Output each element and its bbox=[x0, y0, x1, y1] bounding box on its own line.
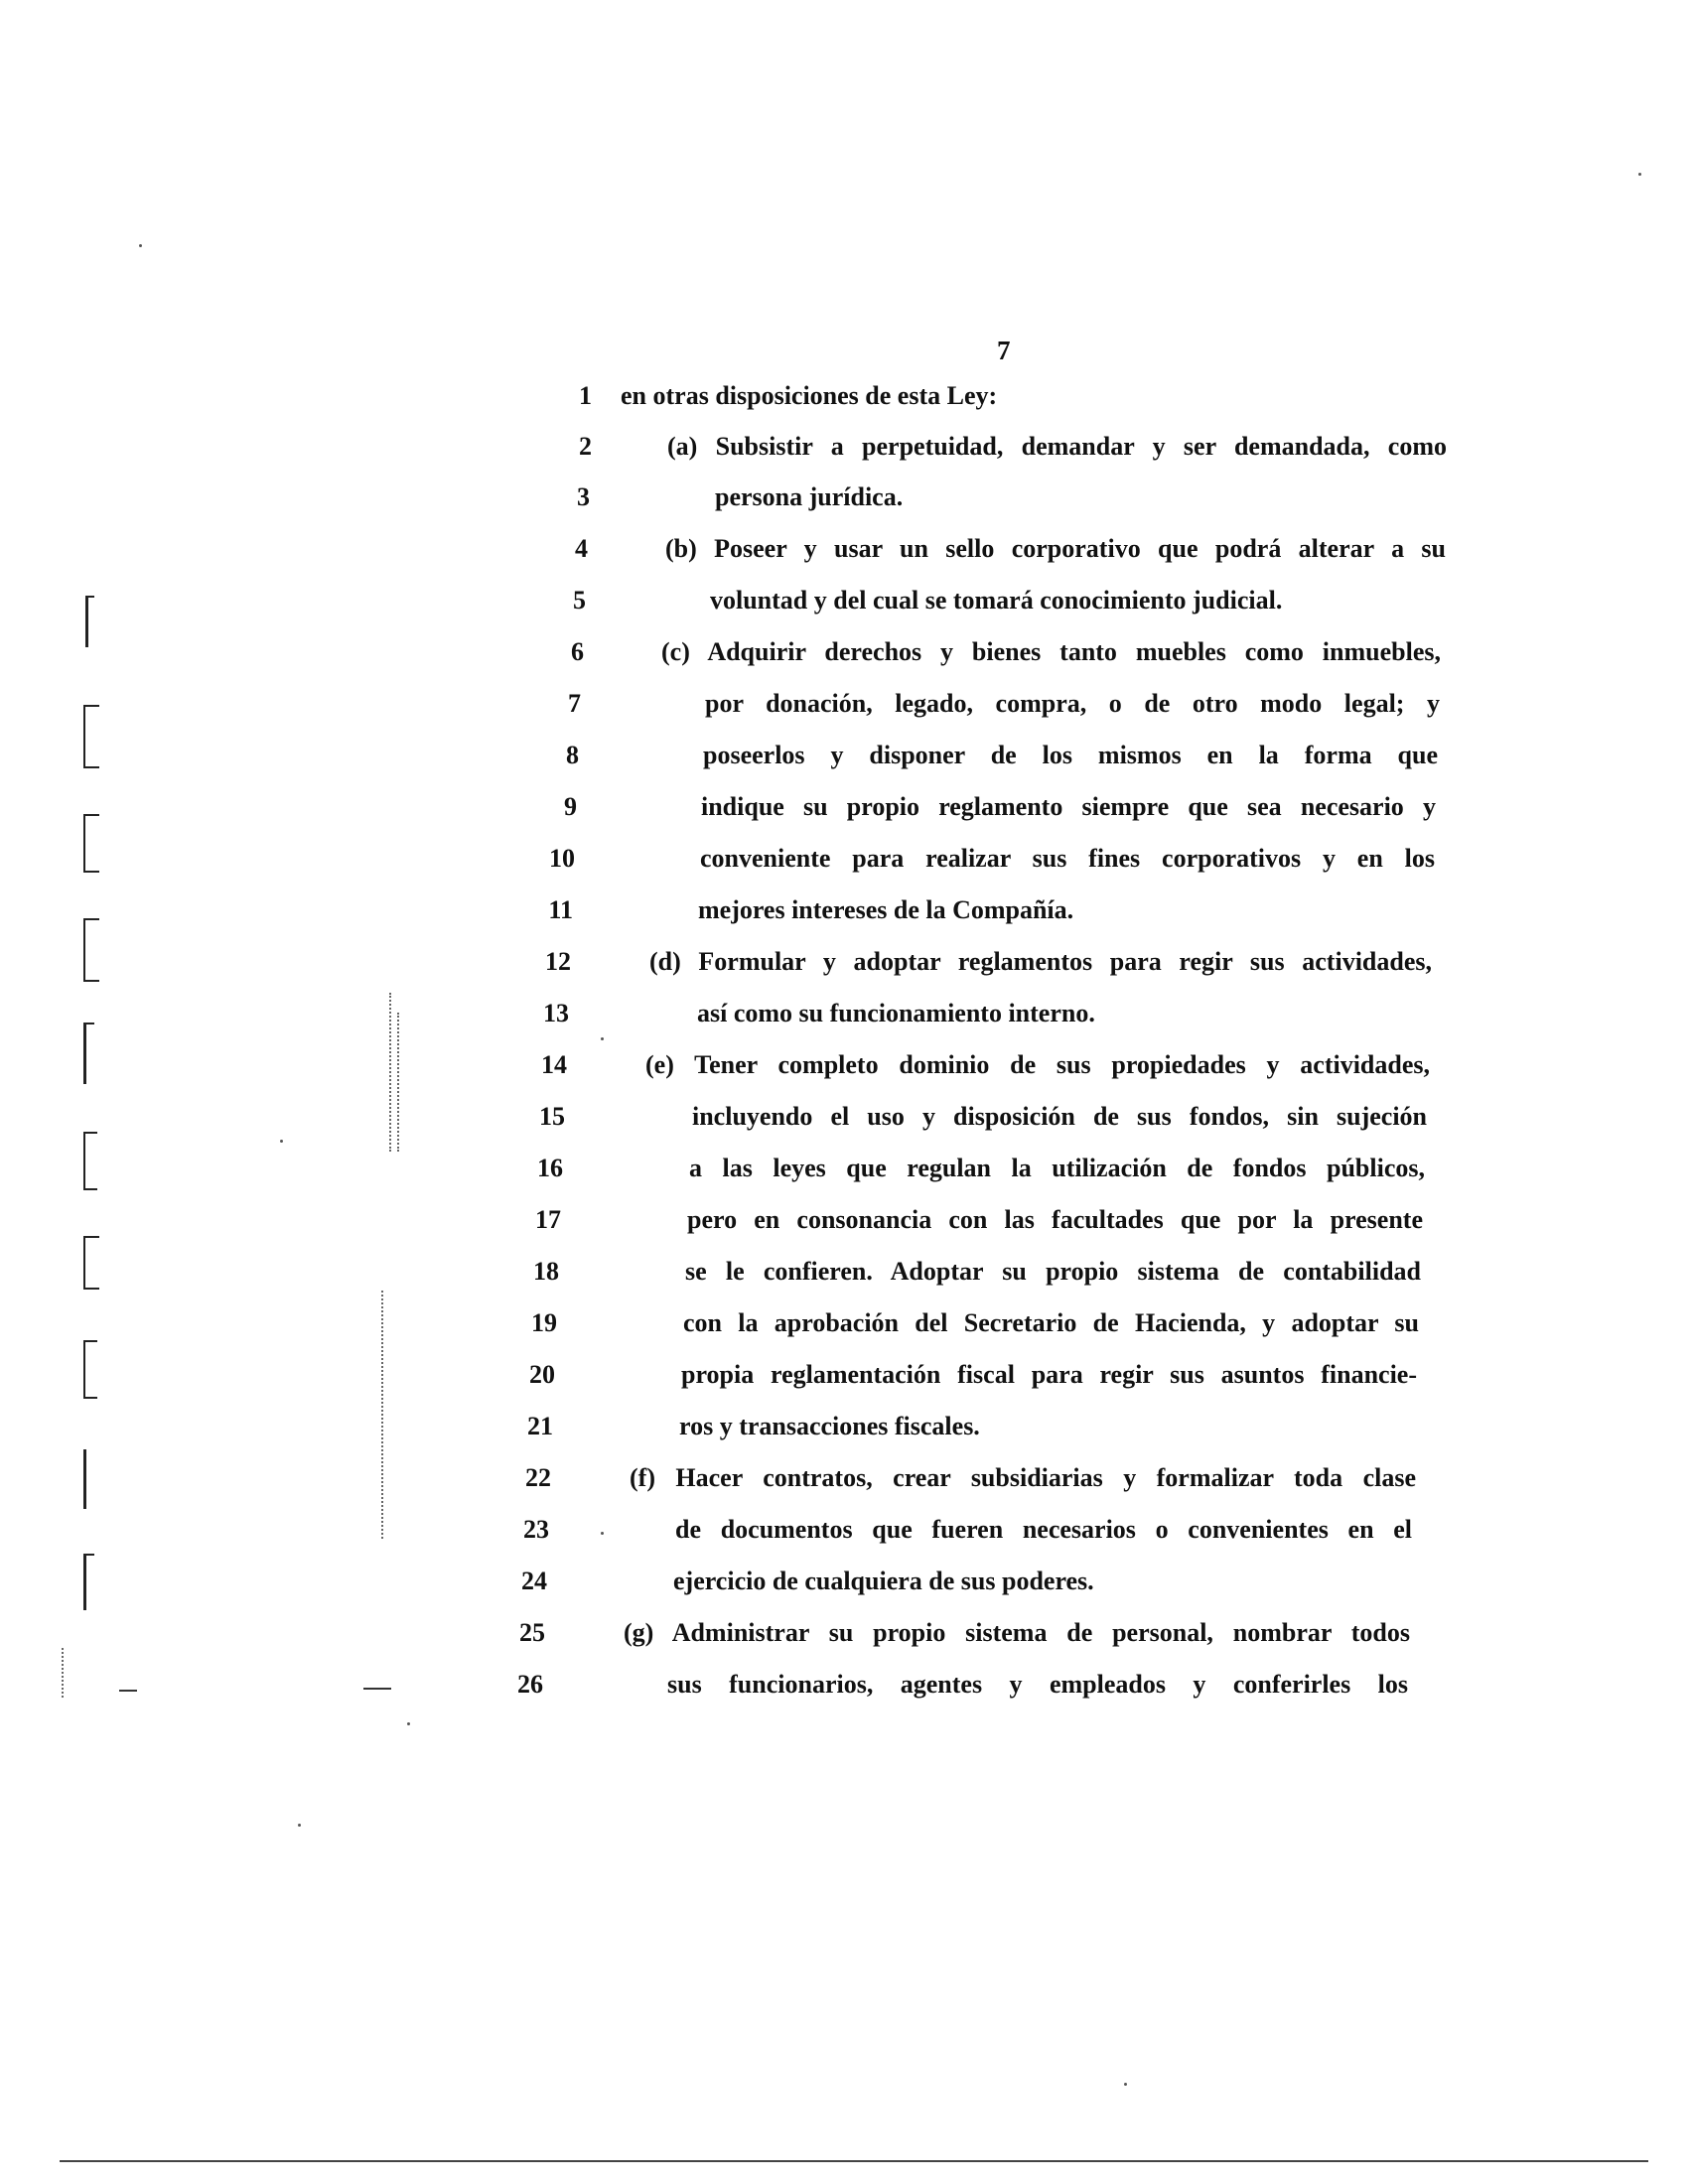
scan-speckle bbox=[139, 244, 142, 247]
line-12 bbox=[0, 947, 1692, 987]
line-number: 23 bbox=[523, 1515, 549, 1544]
line-number: 16 bbox=[537, 1154, 563, 1182]
line-5 bbox=[0, 586, 1692, 625]
line-6 bbox=[0, 637, 1692, 677]
line-text: se le confieren. Adoptar su propio sistema de contabilidad bbox=[685, 1257, 1421, 1286]
line-number: 13 bbox=[543, 999, 569, 1027]
line-15 bbox=[0, 1102, 1692, 1142]
margin-bracket-mark bbox=[83, 1236, 99, 1290]
line-text: pero en consonancia con las facultades que por la presente bbox=[687, 1205, 1423, 1234]
line-text: (d) Formular y adoptar reglamentos para regir sus actividades, bbox=[649, 947, 1432, 976]
line-text: indique su propio reglamento siempre que sea necesario y bbox=[701, 792, 1436, 821]
scan-dash bbox=[119, 1690, 137, 1692]
line-8 bbox=[0, 741, 1692, 780]
line-25 bbox=[0, 1618, 1692, 1658]
line-22 bbox=[0, 1463, 1692, 1503]
line-16 bbox=[0, 1154, 1692, 1193]
line-number: 7 bbox=[568, 689, 581, 718]
line-text: propia reglamentación fiscal para regir sus asuntos financie- bbox=[681, 1360, 1417, 1389]
line-7 bbox=[0, 689, 1692, 729]
line-18 bbox=[0, 1257, 1692, 1297]
line-11 bbox=[0, 895, 1692, 935]
line-text: (g) Administrar su propio sistema de personal, nombrar todos bbox=[624, 1618, 1410, 1647]
line-text: ros y transacciones fiscales. bbox=[679, 1412, 980, 1440]
line-number: 22 bbox=[525, 1463, 551, 1492]
line-number: 4 bbox=[575, 534, 588, 563]
line-number: 1 bbox=[579, 381, 592, 410]
line-text: voluntad y del cual se tomará conocimiento judicial. bbox=[710, 586, 1283, 614]
line-3 bbox=[0, 482, 1692, 522]
line-20 bbox=[0, 1360, 1692, 1400]
scan-speckle bbox=[601, 1532, 604, 1535]
margin-bracket-mark bbox=[83, 1554, 94, 1610]
line-number: 26 bbox=[517, 1670, 543, 1699]
scan-speckle bbox=[280, 1140, 283, 1143]
line-17 bbox=[0, 1205, 1692, 1245]
scan-dotted-line bbox=[381, 1291, 383, 1539]
page-number: 7 bbox=[997, 336, 1011, 365]
line-text: (b) Poseer y usar un sello corporativo que podrá alterar a su bbox=[665, 534, 1446, 563]
line-9 bbox=[0, 792, 1692, 832]
margin-bracket-mark bbox=[83, 1340, 97, 1399]
scan-speckle bbox=[1638, 173, 1641, 176]
line-text: conveniente para realizar sus fines corporativos y en los bbox=[700, 844, 1435, 873]
line-text: a las leyes que regulan la utilización de fondos públicos, bbox=[689, 1154, 1425, 1182]
line-text: ejercicio de cualquiera de sus poderes. bbox=[673, 1567, 1094, 1595]
line-number: 19 bbox=[531, 1308, 557, 1337]
scan-speckle bbox=[298, 1824, 301, 1827]
margin-bracket-mark bbox=[83, 705, 99, 768]
line-text: poseerlos y disponer de los mismos en la forma que bbox=[703, 741, 1438, 769]
line-10 bbox=[0, 844, 1692, 884]
line-number: 3 bbox=[577, 482, 590, 511]
line-number: 10 bbox=[549, 844, 575, 873]
line-text: en otras disposiciones de esta Ley: bbox=[621, 381, 998, 410]
line-text: así como su funcionamiento interno. bbox=[697, 999, 1095, 1027]
line-2 bbox=[0, 432, 1692, 472]
line-number: 5 bbox=[573, 586, 586, 614]
scan-speckle bbox=[1124, 2083, 1127, 2086]
bottom-rule bbox=[60, 2160, 1648, 2162]
line-number: 17 bbox=[535, 1205, 561, 1234]
scan-speckle bbox=[601, 1037, 604, 1040]
line-text: (c) Adquirir derechos y bienes tanto muebles como inmuebles, bbox=[661, 637, 1441, 666]
line-number: 20 bbox=[529, 1360, 555, 1389]
line-number: 12 bbox=[545, 947, 571, 976]
line-text: con la aprobación del Secretario de Hacienda, y adoptar su bbox=[683, 1308, 1419, 1337]
line-number: 15 bbox=[539, 1102, 565, 1131]
line-number: 6 bbox=[571, 637, 584, 666]
margin-bracket-mark bbox=[83, 918, 99, 982]
margin-bracket-mark bbox=[83, 1132, 97, 1190]
line-1 bbox=[0, 381, 1692, 421]
line-text: por donación, legado, compra, o de otro modo legal; y bbox=[705, 689, 1440, 718]
line-number: 21 bbox=[527, 1412, 553, 1440]
line-text: persona jurídica. bbox=[715, 482, 904, 511]
margin-bracket-mark bbox=[83, 1023, 94, 1084]
line-14 bbox=[0, 1050, 1692, 1090]
margin-bracket-mark bbox=[83, 1449, 86, 1509]
scan-dotted-line bbox=[389, 993, 391, 1152]
line-19 bbox=[0, 1308, 1692, 1348]
scan-dotted-line bbox=[62, 1648, 64, 1698]
line-21 bbox=[0, 1412, 1692, 1451]
line-text: de documentos que fueren necesarios o convenientes en el bbox=[675, 1515, 1412, 1544]
line-23 bbox=[0, 1515, 1692, 1555]
line-text: (a) Subsistir a perpetuidad, demandar y ser demandada, como bbox=[667, 432, 1447, 461]
line-number: 18 bbox=[533, 1257, 559, 1286]
line-26 bbox=[0, 1670, 1692, 1709]
line-13 bbox=[0, 999, 1692, 1038]
scan-speckle bbox=[407, 1722, 410, 1725]
line-24 bbox=[0, 1567, 1692, 1606]
line-text: incluyendo el uso y disposición de sus fondos, sin sujeción bbox=[692, 1102, 1427, 1131]
line-number: 2 bbox=[579, 432, 592, 461]
margin-bracket-mark bbox=[85, 596, 94, 647]
margin-bracket-mark bbox=[83, 814, 99, 873]
scan-dash bbox=[363, 1688, 391, 1690]
line-number: 8 bbox=[566, 741, 579, 769]
line-number: 11 bbox=[548, 895, 573, 924]
line-number: 9 bbox=[564, 792, 577, 821]
line-text: mejores intereses de la Compañía. bbox=[698, 895, 1074, 924]
scan-dotted-line bbox=[397, 1013, 399, 1152]
line-text: (f) Hacer contratos, crear subsidiarias y formalizar toda clase bbox=[630, 1463, 1416, 1492]
line-number: 24 bbox=[521, 1567, 547, 1595]
line-4 bbox=[0, 534, 1692, 574]
line-number: 14 bbox=[541, 1050, 567, 1079]
line-text: sus funcionarios, agentes y empleados y conferirles los bbox=[667, 1670, 1408, 1699]
line-text: (e) Tener completo dominio de sus propiedades y actividades, bbox=[645, 1050, 1430, 1079]
line-number: 25 bbox=[519, 1618, 545, 1647]
